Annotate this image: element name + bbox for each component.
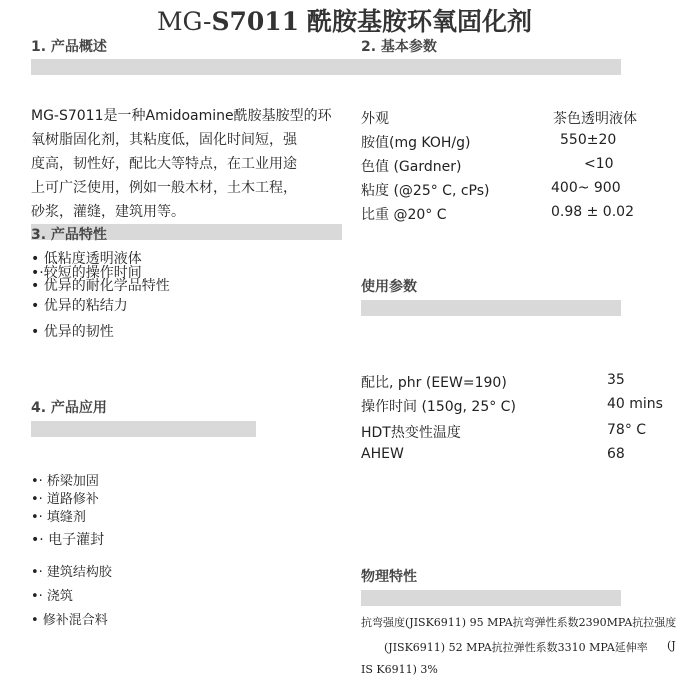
usage-label: 配比, phr (EEW=190) xyxy=(361,375,507,391)
section-overview-title: 1. 产品概述 xyxy=(31,39,107,55)
overview-paragraph xyxy=(31,104,332,224)
section-divider-bar xyxy=(361,300,621,316)
param-label: 胺值(mg KOH/g) xyxy=(361,135,471,151)
usage-value: 35 xyxy=(607,372,625,388)
usage-label: AHEW xyxy=(361,446,404,462)
title-name: 酰胺基胺环氧固化剂 xyxy=(307,7,533,36)
feature-item: •·较短的操作时间 xyxy=(31,265,142,281)
section-usage-title: 使用参数 xyxy=(361,279,417,295)
param-label: 粘度 (@25° C, cPs) xyxy=(361,183,490,199)
section-divider-bar xyxy=(31,59,621,75)
param-label: 色值 (Gardner) xyxy=(361,159,462,175)
section-divider-bar xyxy=(31,421,256,437)
overview-line: MG-S7011是一种Amidoamine酰胺基胺型的环 xyxy=(31,108,332,124)
param-label: 比重 @20° C xyxy=(361,207,447,223)
param-value: 茶色透明液体 xyxy=(553,111,637,127)
section-features-title: 3. 产品特性 xyxy=(31,227,107,243)
overview-line: 砂浆，灌缝，建筑用等。 xyxy=(31,204,185,220)
application-item: •· 浇筑 xyxy=(31,589,73,604)
application-item: •· 桥梁加固 xyxy=(31,474,99,489)
overview-line: 度高，韧性好，配比大等特点，在工业用途 xyxy=(31,156,297,172)
usage-label: 操作时间 (150g, 25° C) xyxy=(361,399,516,415)
usage-label: HDT热变性温度 xyxy=(361,425,461,441)
document-title xyxy=(0,2,689,38)
param-label: 外观 xyxy=(361,111,389,127)
overview-line: 上可广泛使用，例如一般木材，土木工程， xyxy=(31,180,297,196)
title-code: S7011 xyxy=(211,7,300,36)
physical-line-tail: (J xyxy=(667,639,676,652)
section-basic-params-title: 2. 基本参数 xyxy=(361,39,437,55)
param-value: <10 xyxy=(584,156,614,172)
physical-line: 抗弯强度(JISK6911) 95 MPA抗弯弹性系数2390MPA抗拉强度 xyxy=(361,616,677,629)
application-item: •· 电子灌封 xyxy=(31,532,105,548)
physical-line: IS K6911) 3% xyxy=(361,663,438,676)
feature-item: • 优异的耐化学品特性 xyxy=(31,278,170,294)
usage-value: 78° C xyxy=(607,422,647,438)
application-item: •· 建筑结构胶 xyxy=(31,565,112,580)
param-value: 0.98 ± 0.02 xyxy=(551,204,634,220)
overview-line: 氧树脂固化剂，其粘度低，固化时间短，强 xyxy=(31,132,297,148)
param-value: 400~ 900 xyxy=(551,180,621,196)
feature-item: • 低粘度透明液体 xyxy=(31,251,142,267)
application-item: •· 道路修补 xyxy=(31,492,99,507)
usage-value: 40 mins xyxy=(607,396,663,412)
feature-item: • 优异的粘结力 xyxy=(31,298,128,314)
param-value: 550±20 xyxy=(560,132,617,148)
section-divider-bar xyxy=(361,590,621,606)
application-item: • 修补混合料 xyxy=(31,613,108,628)
physical-line: (JISK6911) 52 MPA抗拉弹性系数3310 MPA延伸率 xyxy=(384,641,648,654)
title-prefix: MG- xyxy=(156,7,212,36)
feature-item: • 优异的韧性 xyxy=(31,324,114,340)
section-applications-title: 4. 产品应用 xyxy=(31,400,107,416)
application-item: •· 填缝剂 xyxy=(31,510,86,525)
section-physical-title: 物理特性 xyxy=(361,569,417,585)
usage-value: 68 xyxy=(607,446,625,462)
